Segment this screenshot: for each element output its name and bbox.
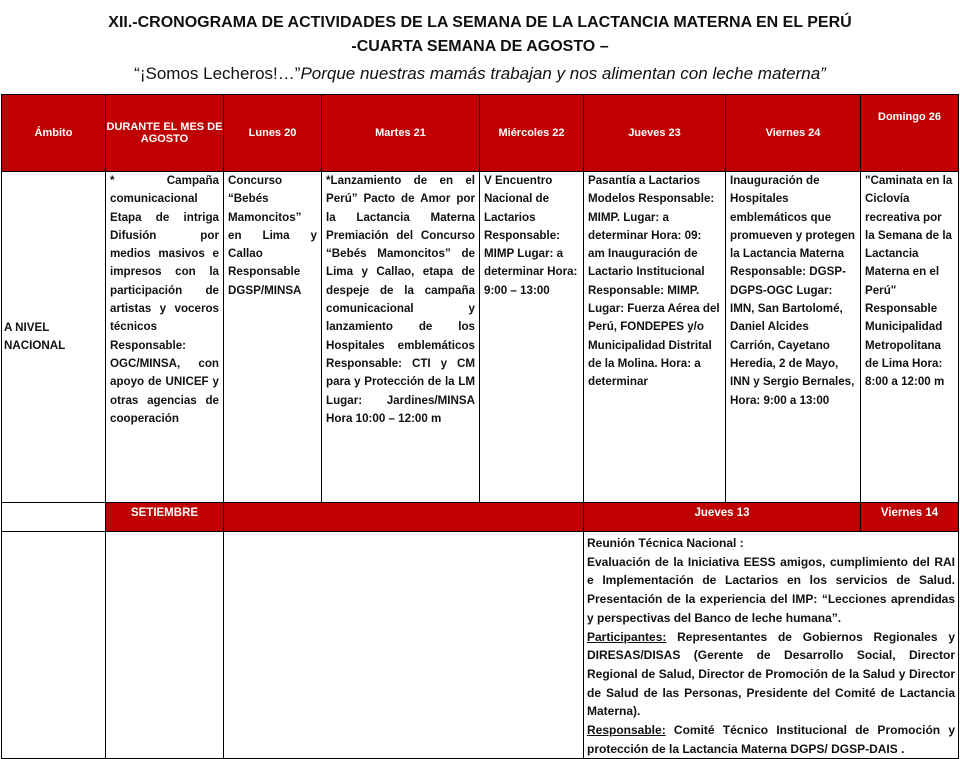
responsable-label: Responsable: <box>587 723 666 738</box>
reunion-responsable <box>587 721 955 758</box>
lunes-cell: Concurso “Bebés Mamoncitos” en Lima y Callao Responsable DGSP/MINSA <box>228 174 317 297</box>
activities-row <box>2 172 959 503</box>
mes-cell: * Campaña comunicacional Etapa de intriga Difusión por medios masivos e impresos con la participación de artistas y voceros técnicos Responsable: OGC/MINSA, con apoyo de UNICEF y otras agencias de cooperación <box>110 174 219 425</box>
slogan-part-2: Porque nuestras mamás trabajan y nos alimentan con leche materna” <box>300 64 826 83</box>
setiembre-row <box>2 503 959 532</box>
header-jueves: Jueves 23 <box>584 95 726 172</box>
martes-cell: *Lanzamiento de en el Perú” Pacto de Amor por la Lactancia Materna Premiación del Concurso “Bebés Mamoncitos” de Lima y Callao, etapa de despeje de la campaña comunicacional y lanzamiento de los Hospitales emblemáticos Responsable: CTI y CM para y Protección de la LM Lugar: Jardines/MINSA Hora 10:00 – 12:00 m <box>326 174 475 425</box>
slogan <box>0 64 960 84</box>
header-ambito: Ámbito <box>2 95 106 172</box>
participantes-text: Representantes de Gobiernos Regionales y DIRESAS/DISAS (Gerente de Desarrollo Social, Director Regional de Salud, Director de Promoción de la Salud y Director de Salud de las Personas, Presidente del Comité de Lactancia Materna). <box>587 629 955 719</box>
header-martes: Martes 21 <box>322 95 480 172</box>
document-title: XII.-CRONOGRAMA DE ACTIVIDADES DE LA SEMANA DE LA LACTANCIA MATERNA EN EL PERÚ <box>108 14 852 31</box>
responsable-text: Comité Técnico Institucional de Promoción y protección de la Lactancia Materna DGPS/ DGSP-DAIS . <box>587 723 955 756</box>
header-row <box>2 95 959 172</box>
jueves-cell: Pasantía a Lactarios Modelos Responsable: MIMP. Lugar: a determinar Hora: 09: am Inauguración de Lactario Institucional Responsable: MIMP. Lugar: Fuerza Aérea del Perú, FONDEPES y/o Municipalidad Distrital de la Molina. Hora: a determinar <box>588 174 720 389</box>
header-mes: DURANTE EL MES DE AGOSTO <box>106 95 224 172</box>
reunion-cell <box>584 532 958 758</box>
header-domingo: Domingo 26 <box>861 95 959 172</box>
participantes-label: Participantes: <box>587 629 667 644</box>
ambito-cell: A NIVEL NACIONAL <box>2 172 106 503</box>
domingo-cell: "Caminata en la Ciclovía recreativa por la Semana de la Lactancia Materna en el Perú" Responsable Municipalidad Metropolitana de Lima Hora: 8:00 a 12:00 m <box>865 174 953 389</box>
header-viernes: Viernes 24 <box>726 95 861 172</box>
setiembre-jueves: Jueves 13 <box>584 503 861 532</box>
reunion-row <box>2 532 959 759</box>
miercoles-cell: V Encuentro Nacional de Lactarios Responsable: MIMP Lugar: a determinar Hora: 9:00 – 13:00 <box>484 174 578 297</box>
reunion-participantes <box>587 628 955 722</box>
reunion-title: Reunión Técnica Nacional : <box>587 536 744 550</box>
setiembre-viernes: Viernes 14 <box>861 503 959 532</box>
header-miercoles: Miércoles 22 <box>480 95 584 172</box>
setiembre-label: SETIEMBRE <box>106 503 224 532</box>
slogan-part-1: “¡Somos Lecheros!…” <box>134 64 301 83</box>
reunion-body: Evaluación de la Iniciativa EESS amigos, cumplimiento del RAI e Implementación de Lactarios en los servicios de Salud. Presentación de la experiencia del IMP: “Lecciones aprendidas y perspectivas del Banco de leche humana”. <box>587 554 955 625</box>
document-subtitle: -CUARTA SEMANA DE AGOSTO – <box>351 38 609 55</box>
schedule-table <box>1 94 959 759</box>
viernes-cell: Inauguración de Hospitales emblemáticos que promueven y protegen la Lactancia Materna Responsable: DGSP-DGPS-OGC Lugar: IMN, San Bartolomé, Daniel Alcides Carrión, Cayetano Heredia, 2 de Mayo, INN y Sergio Bernales, Hora: 9:00 a 13:00 <box>730 174 855 407</box>
header-lunes: Lunes 20 <box>224 95 322 172</box>
